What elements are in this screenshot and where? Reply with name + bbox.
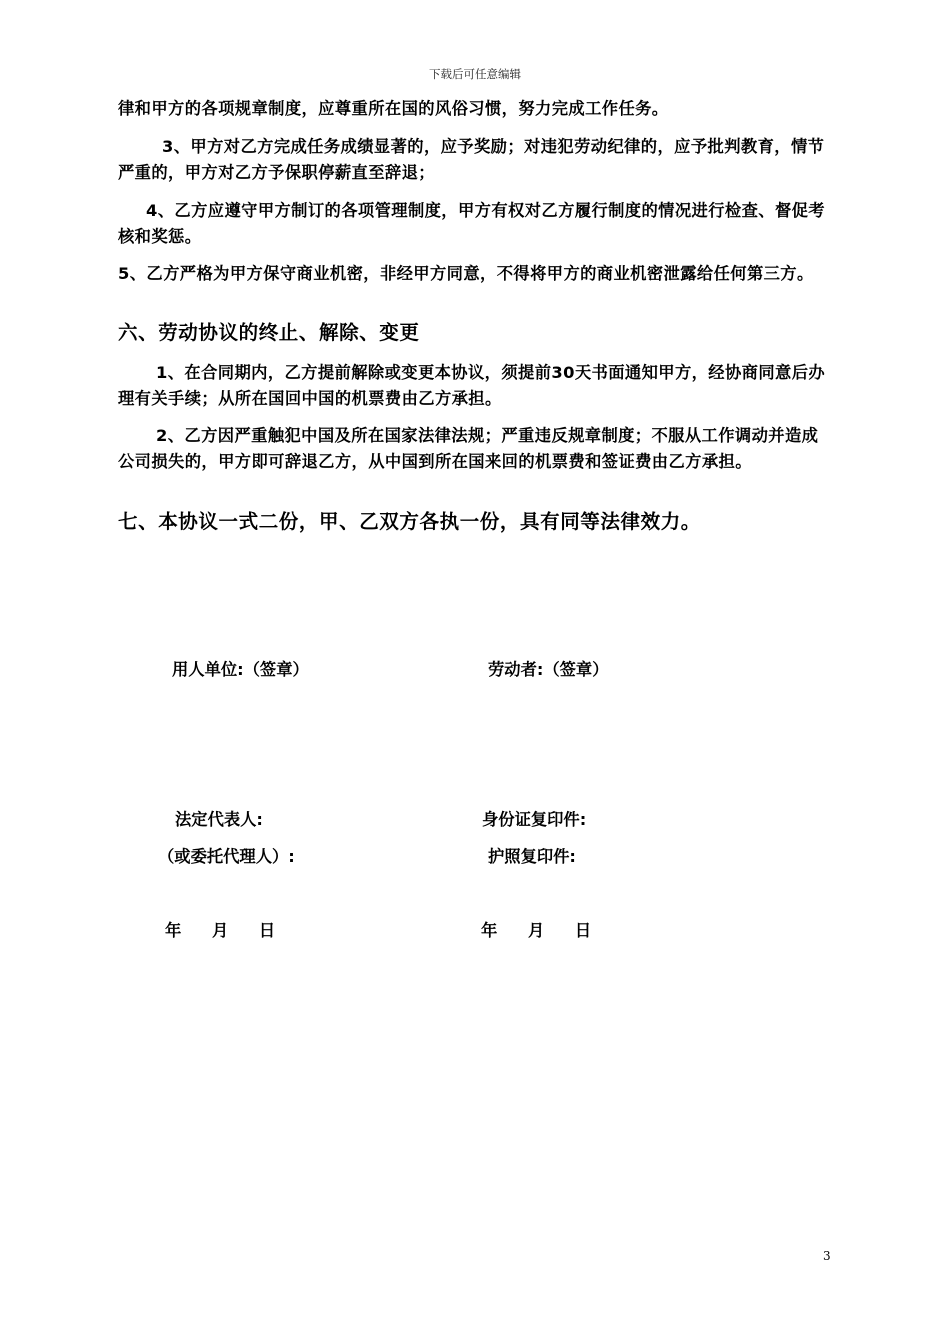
paragraph-continuation: 律和甲方的各项规章制度，应尊重所在国的风俗习惯，努力完成工作任务。 — [118, 99, 669, 118]
paragraph-clause-6-1: 1、在合同期内，乙方提前解除或变更本协议，须提前30天书面通知甲方，经协商同意后办理有关手续；从所在国回中国的机票费由乙方承担。 — [118, 363, 826, 408]
paragraph-clause-6-2: 2、乙方因严重触犯中国及所在国家法律法规；严重违反规章制度；不服从工作调动并造成公司损失的，甲方即可辞退乙方，从中国到所在国来回的机票费和签证费由乙方承担。 — [118, 426, 819, 471]
date-right: 年 月 日 — [481, 921, 592, 940]
page-number: 3 — [823, 1249, 831, 1263]
legal-representative-label: 法定代表人: — [175, 810, 263, 829]
id-card-copy-label: 身份证复印件: — [482, 810, 587, 829]
worker-signature-label: 劳动者:（签章） — [488, 660, 609, 679]
paragraph-clause-3: 3、甲方对乙方完成任务成绩显著的，应予奖励；对违犯劳动纪律的，应予批判教育，情节严重的，甲方对乙方予保职停薪直至辞退； — [118, 137, 825, 182]
section-heading-6: 六、劳动协议的终止、解除、变更 — [118, 321, 420, 344]
header-note: 下载后可任意编辑 — [429, 67, 521, 81]
authorized-agent-label: （或委托代理人）: — [158, 847, 295, 866]
passport-copy-label: 护照复印件: — [488, 847, 576, 866]
employer-signature-label: 用人单位:（签章） — [172, 660, 309, 679]
section-heading-7: 七、本协议一式二份，甲、乙双方各执一份，具有同等法律效力。 — [118, 510, 701, 533]
paragraph-clause-4: 4、乙方应遵守甲方制订的各项管理制度，甲方有权对乙方履行制度的情况进行检查、督促考核和奖惩。 — [118, 201, 825, 246]
date-left: 年 月 日 — [165, 921, 276, 940]
paragraph-clause-5: 5、乙方严格为甲方保守商业机密，非经甲方同意，不得将甲方的商业机密泄露给任何第三方。 — [118, 264, 814, 283]
